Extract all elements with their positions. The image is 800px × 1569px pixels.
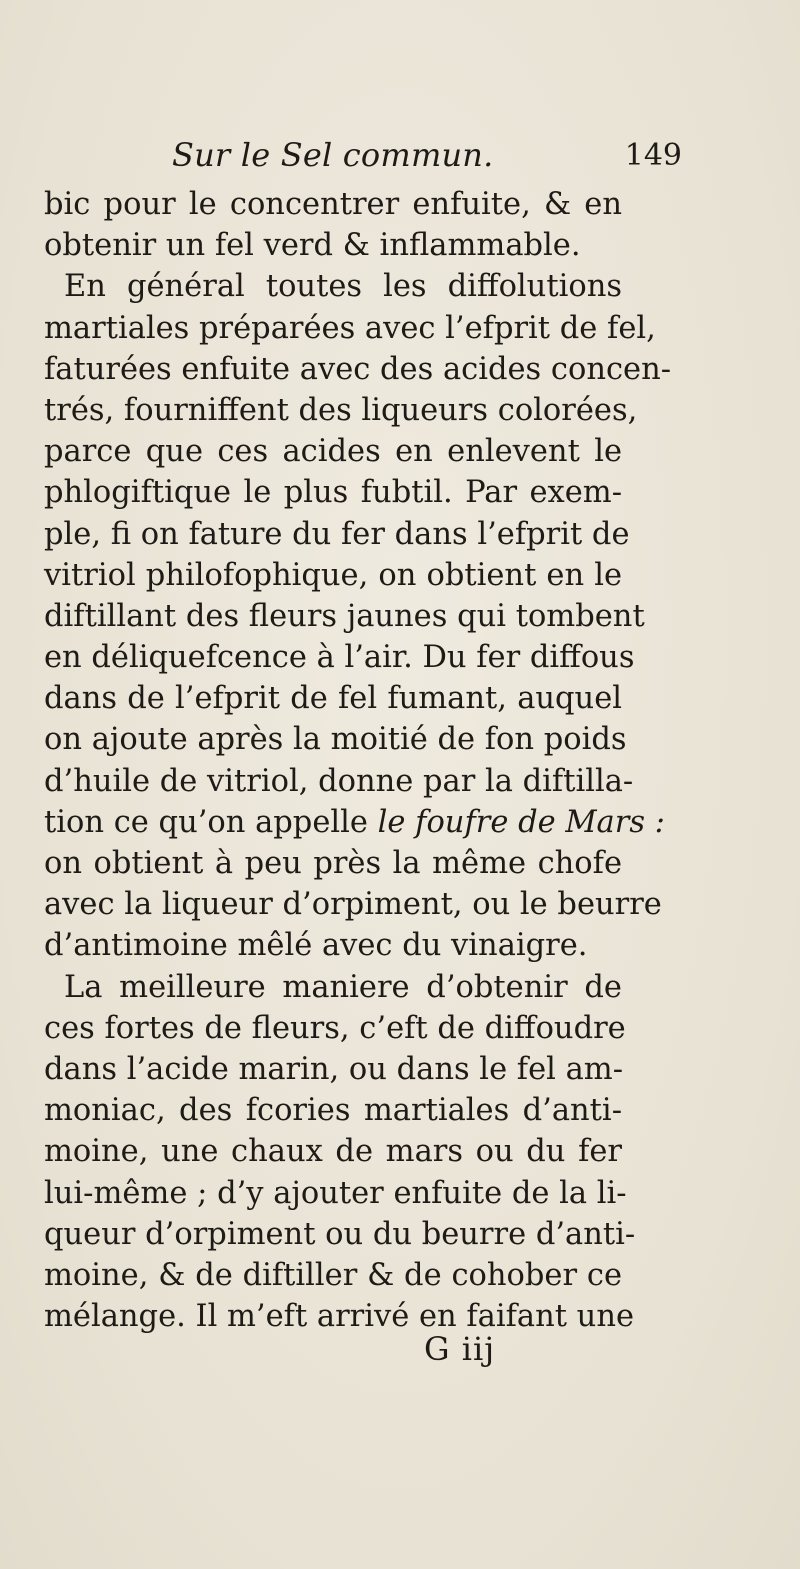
text-line: on ajoute après la moitié de fon poids: [44, 722, 627, 758]
text-line: moine, une chaux de mars ou du fer: [44, 1134, 622, 1170]
page-header: [172, 136, 682, 186]
text-line: vitriol philofophique, on obtient en le: [44, 557, 622, 593]
text-line: ple, fi on fature du fer dans l’efprit de: [44, 516, 630, 552]
text-line: lui-même ; d’y ajouter enfuite de la li-: [44, 1175, 627, 1211]
text-line: martiales préparées avec l’efprit de fel,: [44, 310, 656, 346]
text-line: bic pour le concentrer enfuite, & en: [44, 187, 622, 222]
text-line: d’huile de vitriol, donne par la diftilla-: [44, 763, 634, 799]
text-line: En général toutes les diffolutions: [64, 269, 622, 305]
body-text: [44, 184, 672, 1337]
text-segment: tion ce qu’on appelle: [44, 804, 368, 840]
text-line: moine, & de diftiller & de cohober ce: [44, 1257, 622, 1293]
text-line: en déliquefcence à l’air. Du fer diffous: [44, 640, 635, 676]
signature-mark: G iij: [424, 1330, 496, 1368]
text-line: dans l’acide marin, ou dans le fel am-: [44, 1051, 624, 1087]
text-line: faturées enfuite avec des acides concen-: [44, 351, 672, 387]
text-line: dans de l’efprit de fel fumant, auquel: [44, 681, 622, 717]
text-line: d’antimoine mêlé avec du vinaigre.: [44, 928, 588, 964]
running-title: Sur le Sel commun.: [172, 136, 494, 174]
text-line: mélange. Il m’eft arrivé en faifant une: [44, 1299, 635, 1335]
text-line: trés, fourniffent des liqueurs colorées,: [44, 392, 638, 428]
text-line: parce que ces acides en enlevent le: [44, 434, 622, 470]
text-line-with-italic: [44, 802, 665, 843]
text-line: La meilleure maniere d’obtenir de: [64, 969, 622, 1005]
text-line: phlogiftique le plus fubtil. Par exem-: [44, 475, 622, 511]
text-line: obtenir un fel verd & inflammable.: [44, 228, 581, 264]
text-line: on obtient à peu près la même chofe: [44, 846, 622, 881]
text-line: diftillant des fleurs jaunes qui tombent: [44, 598, 645, 634]
text-line: avec la liqueur d’orpiment, ou le beurre: [44, 887, 662, 923]
text-line: queur d’orpiment ou du beurre d’anti-: [44, 1216, 636, 1252]
italic-term: le foufre de Mars :: [377, 804, 665, 840]
text-line: moniac, des fcories martiales d’anti-: [44, 1093, 622, 1129]
text-line: ces fortes de fleurs, c’eft de diffoudre: [44, 1010, 626, 1046]
page-number: 149: [624, 138, 682, 173]
